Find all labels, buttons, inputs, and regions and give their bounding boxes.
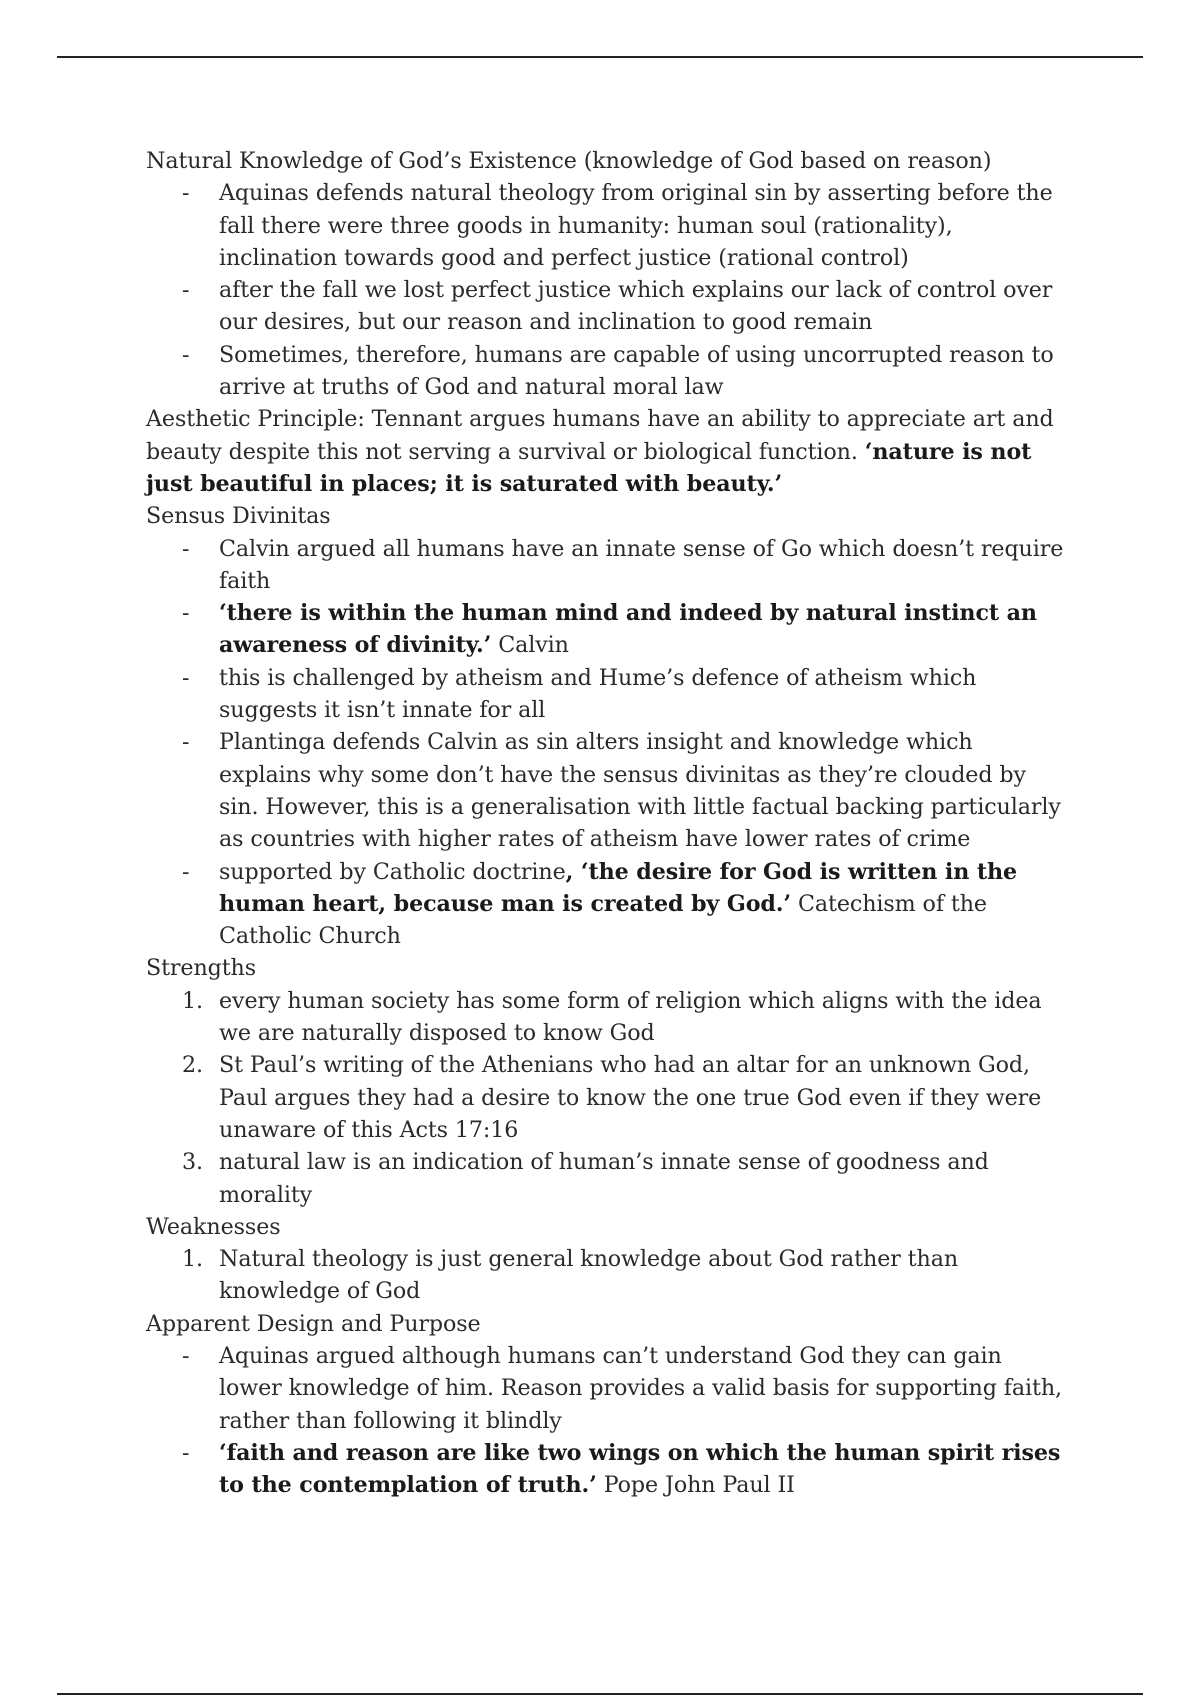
list-item-text: Natural theology is just general knowledge about God rather than knowledge of God [219, 1246, 959, 1305]
list-item [146, 1146, 1066, 1211]
quote-attribution: Pope John Paul II [596, 1472, 795, 1499]
quote-attribution: Calvin [491, 632, 569, 659]
section-heading-apparent-design: Apparent Design and Purpose [146, 1310, 481, 1337]
list-item [146, 1437, 1066, 1502]
list-item-text: natural law is an indication of human’s innate sense of goodness and morality [219, 1149, 989, 1208]
list-item: - Aquinas argued although humans can’t understand God they can gain lower knowledge of him. Reason provides a valid basis for supporting faith, rather than following it blindly [146, 1340, 1066, 1437]
section-heading-strengths: Strengths [146, 955, 257, 982]
list-item [146, 1243, 1066, 1308]
list-item: - Calvin argued all humans have an innate sense of Go which doesn’t require faith [146, 533, 1066, 598]
aesthetic-quote: ‘nature is not just beautiful in places; it is saturated with beauty.’ [146, 438, 1032, 497]
list-item: - Aquinas defends natural theology from original sin by asserting before the fall there were three goods in humanity: human soul (rationality), inclination towards good and perfect justice (rational control) [146, 177, 1066, 274]
list-number: 3. [182, 1149, 203, 1176]
apparent-design-list [146, 1340, 1066, 1501]
section-heading-natural-knowledge: Natural Knowledge of God’s Existence (knowledge of God based on reason) [146, 148, 992, 174]
section-heading-sensus-divinitas: Sensus Divinitas [146, 503, 331, 530]
natural-knowledge-list [146, 177, 1066, 403]
list-item: - this is challenged by atheism and Hume’s defence of atheism which suggests it isn’t innate for all [146, 662, 1066, 727]
list-item-text: every human society has some form of religion which aligns with the idea we are naturally disposed to know God [219, 987, 1042, 1047]
list-number: 1. [182, 987, 203, 1014]
list-item-text: supported by Catholic doctrine [219, 858, 566, 885]
footer-rule [57, 1693, 1143, 1695]
list-number: 1. [182, 1246, 203, 1273]
list-item [146, 1049, 1066, 1146]
list-item: - after the fall we lost perfect justice which explains our lack of control over our desires, but our reason and inclination to good remain [146, 274, 1066, 339]
section-heading-weaknesses: Weaknesses [146, 1213, 281, 1240]
strengths-list [146, 985, 1066, 1211]
aesthetic-text: Aesthetic Principle: Tennant argues humans have an ability to appreciate art and beauty despite this not serving a survival or biological function. [146, 406, 1054, 465]
list-item [146, 856, 1066, 953]
list-item: - Plantinga defends Calvin as sin alters insight and knowledge which explains why some don’t have the sensus divinitas as they’re clouded by sin. However, this is a generalisation with little factual backing particularly as countries with higher rates of atheism have lower rates of crime [146, 726, 1066, 855]
list-item [146, 597, 1066, 662]
weaknesses-list [146, 1243, 1066, 1308]
header-rule [57, 56, 1143, 58]
quote-attribution: Catechism of the Catholic Church [219, 890, 987, 950]
list-item-text: St Paul’s writing of the Athenians who had an altar for an unknown God, Paul argues they had a desire to know the one true God even if they were unaware of this Acts 17:16 [219, 1052, 1042, 1143]
list-item [146, 985, 1066, 1050]
calvin-quote: ‘there is within the human mind and indeed by natural instinct an awareness of divinity.’ [219, 600, 1037, 659]
list-item: - Sometimes, therefore, humans are capable of using uncorrupted reason to arrive at truths of God and natural moral law [146, 339, 1066, 404]
sensus-divinitas-list [146, 533, 1066, 953]
list-number: 2. [182, 1052, 203, 1079]
document-body [146, 145, 1066, 1501]
catechism-quote: , ‘the desire for God is written in the human heart, because man is created by God.’ [219, 858, 1018, 917]
aesthetic-principle-paragraph [146, 403, 1066, 500]
pope-quote: ‘faith and reason are like two wings on which the human spirit rises to the contemplation of truth.’ [219, 1439, 1061, 1499]
